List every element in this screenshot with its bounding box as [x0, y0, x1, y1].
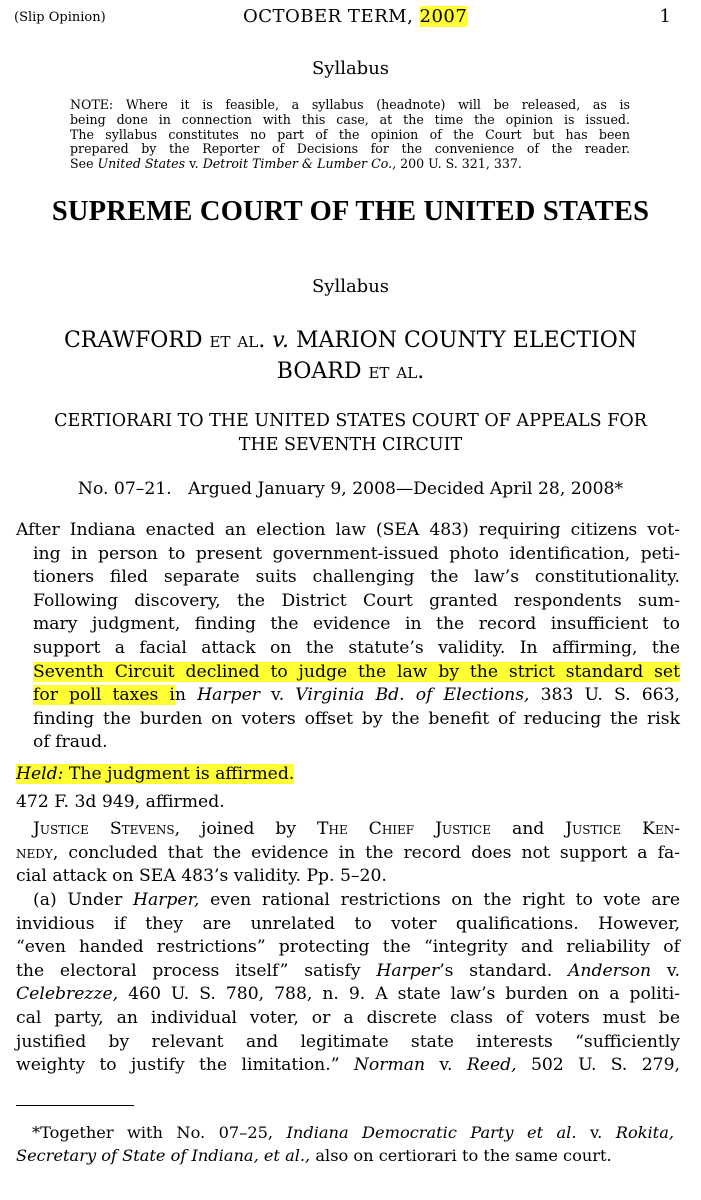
footnote-line — [16, 1122, 674, 1145]
case-name: Anderson — [567, 960, 652, 981]
justice-name: Justice Ken- — [565, 819, 681, 839]
case-name: Celebrezze, — [16, 984, 119, 1005]
summary-paragraph — [16, 519, 680, 755]
justice-name: The Chief Justice — [317, 819, 491, 839]
certiorari-line-2: THE SEVENTH CIRCUIT — [238, 435, 463, 455]
party-name: CRAWFORD — [63, 328, 210, 353]
highlighted-text: Seventh Circuit declined to judge the law by the strict standard set — [33, 661, 680, 682]
note-case-name: Detroit Timber & Lumber Co., — [202, 156, 397, 172]
para-text: 460 U. S. 780, 788, n. 9. A state law’s burden on a politi- — [118, 984, 680, 1005]
case-name: Rokita, — [615, 1123, 674, 1142]
case-title-line-2 — [0, 356, 701, 387]
case-title-line-1 — [0, 325, 701, 356]
para-text: even rational restrictions on the right to vote are — [199, 890, 681, 910]
syllabus-heading-top: Syllabus — [311, 58, 390, 79]
case-name: Indiana Democratic Party et al. — [286, 1123, 577, 1142]
note-line: prepared by the Reporter of Decisions for the convenience of the reader. — [70, 141, 630, 157]
case-name: Harper, — [132, 890, 200, 910]
et-al: et al. — [368, 359, 425, 384]
note-line: NOTE: Where it is feasible, a syllabus (headnote) will be released, as is — [70, 97, 630, 112]
term-year-highlight: 2007 — [419, 6, 468, 27]
stevens-text: , joined by — [174, 819, 318, 839]
summary-text: 383 U. S. 663, — [529, 685, 680, 706]
para-text: (a) Under — [33, 890, 133, 910]
reporter-note — [70, 98, 630, 172]
summary-line: After Indiana enacted an election law (SEA 483) requiring citizens vot- — [16, 520, 680, 540]
footnote — [16, 1122, 674, 1167]
certiorari-line-1: CERTIORARI TO THE UNITED STATES COURT OF APPEALS FOR — [54, 411, 647, 431]
note-text: v. — [185, 156, 203, 172]
para-a-line — [16, 1054, 680, 1078]
held-highlight — [16, 764, 294, 784]
para-a-line: invidious if they are unrelated to voter qualifications. However, — [16, 913, 680, 934]
slip-opinion-label: (Slip Opinion) — [14, 10, 106, 25]
note-line: The syllabus constitutes no part of the opinion of the Court but has been — [70, 126, 630, 142]
highlighted-text: for poll taxes i — [33, 685, 175, 706]
court-title: SUPREME COURT OF THE UNITED STATES — [51, 196, 650, 227]
term-prefix: OCTOBER TERM, — [243, 6, 414, 27]
footnote-text: *Together with No. 07–25, — [32, 1123, 287, 1142]
page-number: 1 — [659, 6, 671, 27]
stevens-line — [16, 818, 680, 842]
case-name: Virginia Bd. of Elections, — [295, 685, 530, 706]
summary-line: of fraud. — [33, 732, 108, 753]
et-al: et al. — [209, 328, 266, 353]
footnote-divider — [16, 1105, 134, 1106]
footnote-line — [16, 1145, 674, 1168]
para-text: v. — [425, 1055, 467, 1076]
summary-line: mary judgment, finding the evidence in the record insufficient to — [33, 614, 680, 635]
summary-line: support a facial attack on the statute’s validity. In affirming, the — [33, 637, 680, 658]
para-a-line: justified by relevant and legitimate state interests “sufficiently — [16, 1031, 680, 1052]
note-case-name: United States — [97, 156, 186, 172]
paragraph-a — [16, 889, 680, 1078]
summary-line: tioners filed separate suits challenging the law’s constitutionality. — [33, 567, 680, 588]
footnote-text: v. — [576, 1123, 616, 1142]
summary-line — [16, 684, 680, 708]
para-text: the electoral process itself” satisfy — [16, 960, 377, 981]
syllabus-heading: Syllabus — [311, 276, 390, 297]
summary-line: Following discovery, the District Court granted respondents sum- — [33, 590, 680, 611]
note-line: being done in connection with this case, at the time the opinion is issued. — [70, 111, 630, 127]
summary-line: ing in person to present government-issued photo identification, peti- — [33, 543, 680, 564]
held-text: The judgment is affirmed. — [63, 764, 295, 784]
para-text: v. — [651, 960, 680, 981]
stevens-text: and — [491, 819, 566, 839]
stevens-text: , concluded that the evidence in the record does not support a fa- — [52, 842, 680, 863]
case-name: Norman — [353, 1055, 426, 1076]
para-text: weighty to justify the limitation.” — [16, 1055, 354, 1076]
summary-text: v. — [259, 685, 296, 706]
stevens-line — [16, 842, 680, 866]
held-line — [16, 763, 680, 787]
summary-line: finding the burden on voters offset by the benefit of reducing the risk — [33, 708, 680, 729]
case-name: Harper — [197, 685, 260, 706]
stevens-line: cial attack on SEA 483’s validity. Pp. 5–20. — [16, 866, 387, 887]
term-heading — [243, 6, 467, 27]
para-text: ’s standard. — [439, 960, 568, 981]
stevens-paragraph — [16, 818, 680, 889]
party-name: MARION COUNTY ELECTION — [289, 328, 638, 353]
note-text: See — [70, 156, 98, 172]
case-name: Harper — [376, 960, 440, 981]
para-a-line — [16, 983, 680, 1007]
held-label: Held: — [16, 764, 64, 784]
para-a-line — [16, 889, 680, 913]
para-a-line — [16, 960, 680, 984]
case-name: Reed, — [466, 1055, 517, 1076]
para-text: 502 U. S. 279, — [516, 1055, 680, 1076]
versus: v. — [272, 328, 290, 353]
summary-text: n — [174, 685, 198, 706]
justice-name: Justice Stevens — [33, 819, 175, 839]
party-name: BOARD — [276, 359, 369, 384]
docket-line: No. 07–21. Argued January 9, 2008—Decided April 28, 2008* — [77, 479, 624, 499]
note-text: 200 U. S. 321, 337. — [396, 156, 522, 172]
note-line — [70, 157, 630, 172]
justice-name: nedy — [16, 842, 53, 863]
para-a-line: cal party, an individual voter, or a discrete class of voters must be — [16, 1007, 680, 1028]
citation-line: 472 F. 3d 949, affirmed. — [16, 792, 225, 812]
running-head — [14, 4, 671, 28]
case-name: Secretary of State of Indiana, et al., — [16, 1145, 311, 1165]
para-a-line: “even handed restrictions” protecting the “integrity and reliability of — [16, 937, 680, 958]
summary-line — [16, 661, 680, 685]
footnote-text: also on certiorari to the same court. — [310, 1145, 612, 1165]
